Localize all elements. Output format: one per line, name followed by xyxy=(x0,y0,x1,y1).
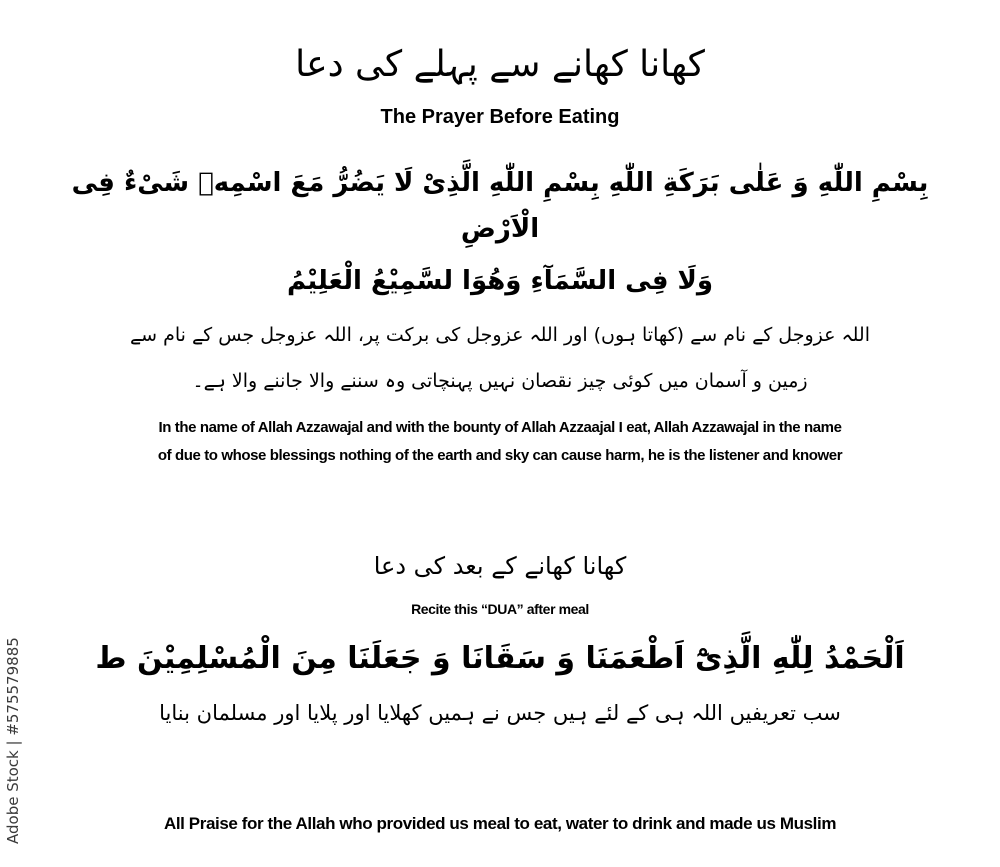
urdu-title-after-meal: کھانا کھانے کے بعد کی دعا xyxy=(373,552,627,580)
document-column xyxy=(0,40,1000,867)
english-translation-line-2: of due to whose blessings nothing of the earth and sky can cause harm, he is the listener and knower xyxy=(157,447,843,464)
english-subtitle-after-meal: Recite this “DUA” after meal xyxy=(411,601,589,617)
stock-watermark: Adobe Stock | #575579885 xyxy=(4,637,22,844)
arabic-dua-line-1: بِسْمِ اللّٰهِ وَ عَلٰی بَرَکَةِ اللّٰهِ بِسْمِ اللّٰهِ الَّذِیْ لَا یَضُرُّ مَعَ اسْمِهٖ شَیْءٌ فِی الْاَرْضِ xyxy=(71,168,929,244)
urdu-title-before-meal: کھانا کھانے سے پہلے کی دعا xyxy=(295,44,705,85)
arabic-dua-line-2: وَلَا فِی السَّمَآءِ وَھُوَا لسَّمِیْعُ الْعَلِیْمُ xyxy=(286,266,714,296)
urdu-translation-line-1: اللہ عزوجل کے نام سے (کھاتا ہوں) اور اللہ عزوجل کی برکت پر، اللہ عزوجل جس کے نام سے xyxy=(130,324,870,346)
english-title-before-meal: The Prayer Before Eating xyxy=(380,106,620,128)
english-translation-line-1: In the name of Allah Azzawajal and with the bounty of Allah Azzaajal I eat, Allah Azzawajal in the name xyxy=(158,419,842,436)
arabic-dua-after-meal: اَلْحَمْدُ لِلّٰهِ الَّذِیْٓ اَطْعَمَنَا وَ سَقَانَا وَ جَعَلَنَا مِنَ الْمُسْلِمِیْنَ ط xyxy=(95,641,905,676)
english-translation-after-meal: All Praise for the Allah who provided us meal to eat, water to drink and made us Muslim xyxy=(163,814,837,833)
urdu-translation-after-meal: سب تعریفیں اللہ ہی کے لئے ہیں جس نے ہمیں کھلایا اور پلایا اور مسلمان بنایا xyxy=(159,701,841,725)
urdu-translation-line-2: زمین و آسمان میں کوئی چیز نقصان نہیں پہنچاتی وہ سننے والا جاننے والا ہے۔ xyxy=(192,370,808,392)
